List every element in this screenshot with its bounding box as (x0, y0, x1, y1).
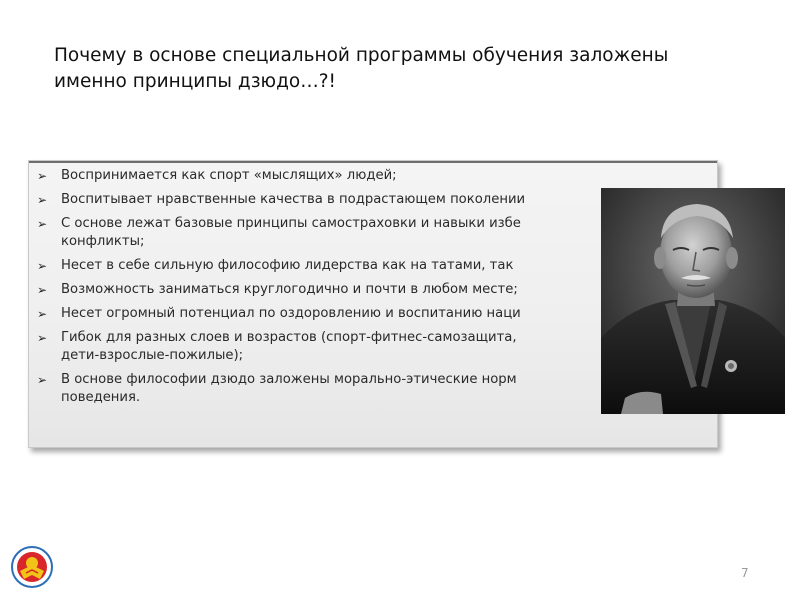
bullet-item (37, 281, 677, 299)
bullet-item (37, 191, 677, 209)
bullet-item (37, 305, 677, 323)
federation-logo (10, 545, 54, 589)
portrait-image (601, 188, 785, 414)
page-number: 7 (741, 566, 749, 580)
bullet-arrow-icon: ➢ (37, 283, 48, 297)
bullet-arrow-icon: ➢ (37, 193, 48, 207)
bullet-text: Воспринимается как спорт «мыслящих» людей; (61, 168, 397, 183)
slide-title-line-1: Почему в основе специальной программы обучения заложены (54, 45, 669, 66)
bullet-text: Гибок для разных слоев и возрастов (спорт-фитнес-самозащита, (61, 330, 517, 345)
portrait-photo (601, 188, 785, 414)
bullet-text: Несет в себе сильную философию лидерства как на татами, так (61, 258, 514, 273)
bullet-arrow-icon: ➢ (37, 169, 48, 183)
bullet-arrow-icon: ➢ (37, 373, 48, 387)
bullet-arrow-icon: ➢ (37, 307, 48, 321)
bullet-text-continued: конфликты; (61, 234, 145, 249)
bullet-text: В основе философии дзюдо заложены морально-этические норм (61, 372, 517, 387)
slide-title (54, 43, 754, 95)
bullet-text-continued: дети-взрослые-пожилые); (61, 348, 244, 363)
bullet-arrow-icon: ➢ (37, 331, 48, 345)
bullet-item (37, 371, 677, 407)
bullet-text-continued: поведения. (61, 390, 141, 405)
bullet-text: Несет огромный потенциал по оздоровлению и воспитанию наци (61, 306, 521, 321)
bullet-arrow-icon: ➢ (37, 217, 48, 231)
bullet-item (37, 215, 677, 251)
bullet-item (37, 257, 677, 275)
bullet-item (37, 167, 677, 185)
bullet-text: Возможность заниматься круглогодично и почти в любом месте; (61, 282, 518, 297)
bullet-text: С основе лежат базовые принципы самостраховки и навыки избе (61, 216, 521, 231)
emblem-icon (10, 545, 54, 589)
bullet-arrow-icon: ➢ (37, 259, 48, 273)
slide-title-line-2: именно принципы дзюдо…?! (54, 71, 336, 92)
bullet-list (37, 167, 677, 413)
bullet-item (37, 329, 677, 365)
bullet-text: Воспитывает нравственные качества в подрастающем поколении (61, 192, 526, 207)
